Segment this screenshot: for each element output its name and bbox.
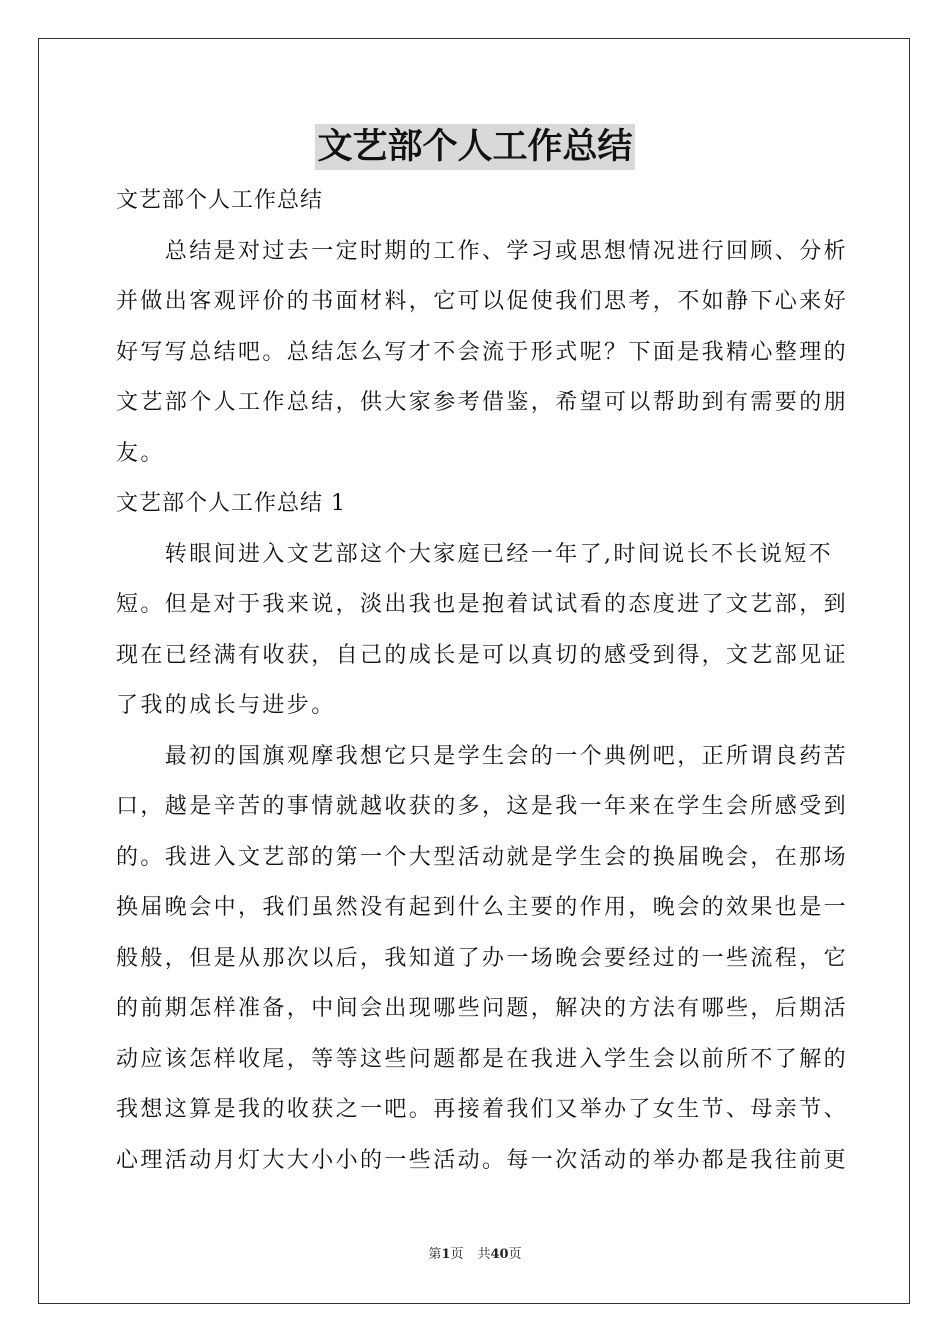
paragraph-line: 转眼间进入文艺部这个大家庭已经一年了,时间说长不长说短不: [116, 541, 833, 567]
document-title: 文艺部个人工作总结: [315, 124, 634, 170]
total-suffix: 页: [508, 1247, 522, 1262]
paragraph-line: 口，越是辛苦的事情就越收获的多，这是我一年来在学生会所感受到: [116, 794, 849, 819]
section-heading: 文艺部个人工作总结 1: [116, 491, 346, 516]
page-prefix: 第: [428, 1247, 442, 1262]
page-suffix: 页: [450, 1247, 464, 1262]
paragraph-line: 般般，但是从那次以后，我知道了办一场晚会要经过的一些流程，它: [116, 945, 849, 971]
paragraph-line: 文艺部个人工作总结，供大家参考借鉴，希望可以帮助到有需要的朋: [116, 390, 849, 415]
paragraph-line: 心理活动月灯大大小小的一些活动。每一次活动的举办都是我往前更: [116, 1147, 849, 1173]
title-container: [0, 124, 950, 170]
paragraph-line: 最初的国旗观摩我想它只是学生会的一个典例吧，正所谓良药苦: [116, 743, 849, 769]
paragraph-line: 的前期怎样准备，中间会出现哪些问题，解决的方法有哪些，后期活: [116, 996, 849, 1021]
paragraph-line: 的。我进入文艺部的第一个大型活动就是学生会的换届晚会，在那场: [116, 844, 849, 870]
paragraph-line: 动应该怎样收尾，等等这些问题都是在我进入学生会以前所不了解的: [116, 1046, 849, 1072]
paragraph-line: 好写写总结吧。总结怎么写才不会流于形式呢？下面是我精心整理的: [116, 339, 849, 365]
paragraph-line: 换届晚会中，我们虽然没有起到什么主要的作用，晚会的效果也是一: [116, 895, 849, 920]
paragraph-line: 了我的成长与进步。: [116, 693, 336, 718]
section-heading: 文艺部个人工作总结: [116, 188, 324, 213]
page-number: 1: [441, 1247, 451, 1262]
paragraph-line: 短。但是对于我来说，淡出我也是抱着试试看的态度进了文艺部，到: [116, 592, 849, 617]
paragraph-line: 友。: [116, 440, 165, 466]
total-pages: 40: [490, 1247, 509, 1262]
total-prefix: 共: [477, 1247, 491, 1262]
page-footer: [0, 1246, 950, 1264]
document-body: [116, 176, 849, 1186]
paragraph-line: 我想这算是我的收获之一吧。再接着我们又举办了女生节、母亲节、: [116, 1097, 849, 1122]
paragraph-line: 现在已经满有收获，自己的成长是可以真切的感受到得，文艺部见证: [116, 642, 849, 668]
paragraph-line: 总结是对过去一定时期的工作、学习或思想情况进行回顾、分析: [116, 238, 849, 264]
paragraph-line: 并做出客观评价的书面材料，它可以促使我们思考，不如静下心来好: [116, 289, 849, 314]
